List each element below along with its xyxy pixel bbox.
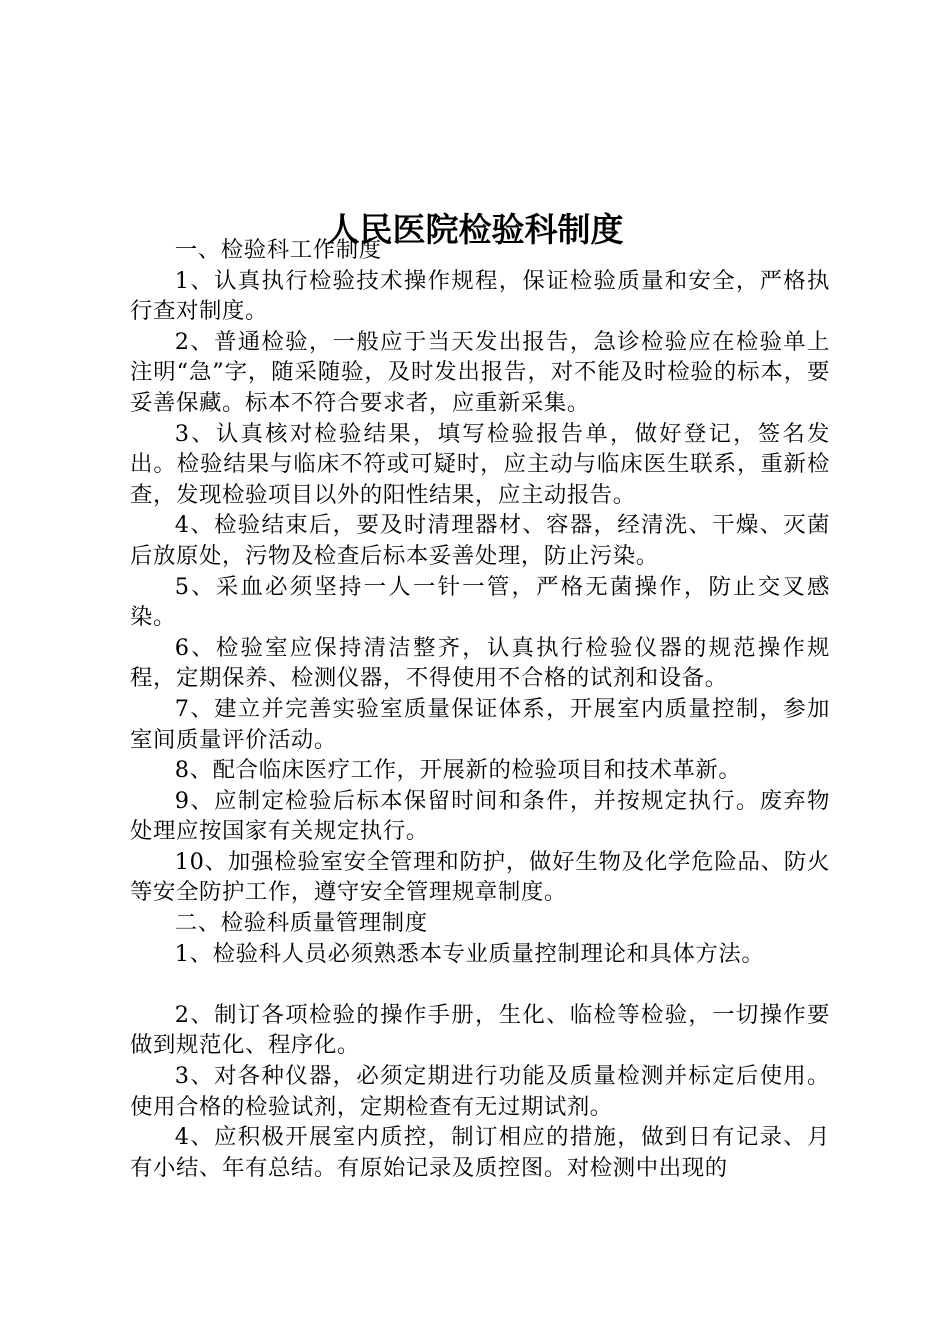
paragraph: 3、对各种仪器，必须定期进行功能及质量检测并标定后使用。使用合格的检验试剂，定期检查有无过期试剂。 [130, 1063, 830, 1120]
section-heading-1: 一、检验科工作制度 [174, 237, 382, 263]
paragraph: 3、认真核对检验结果，填写检验报告单，做好登记，签名发出。检验结果与临床不符或可疑时，应主动与临床医生联系，重新检查，发现检验项目以外的阳性结果，应主动报告。 [130, 420, 830, 508]
paragraph: 1、认真执行检验技术操作规程，保证检验质量和安全，严格执行查对制度。 [130, 267, 830, 325]
paragraph: 9、应制定检验后标本保留时间和条件，并按规定执行。废弃物处理应按国家有关规定执行。 [130, 787, 830, 845]
paragraph: 2、制订各项检验的操作手册，生化、临检等检验，一切操作要做到规范化、程序化。 [130, 1001, 830, 1059]
paragraph: 5、采血必须坚持一人一针一管，严格无菌操作，防止交叉感染。 [130, 573, 830, 631]
paragraph: 6、检验室应保持清洁整齐，认真执行检验仪器的规范操作规程，定期保养、检测仪器，不得使用不合格的试剂和设备。 [130, 634, 830, 692]
document-title: 人民医院检验科制度 [326, 210, 624, 250]
paragraph: 10、加强检验室安全管理和防护，做好生物及化学危险品、防火等安全防护工作，遵守安全管理规章制度。 [130, 848, 830, 906]
paragraph: 7、建立并完善实验室质量保证体系，开展室内质量控制，参加室间质量评价活动。 [130, 695, 830, 753]
paragraph: 8、配合临床医疗工作，开展新的检验项目和技术革新。 [174, 757, 742, 784]
paragraph: 4、应积极开展室内质控，制订相应的措施，做到日有记录、月有小结、年有总结。有原始记录及质控图。对检测中出现的 [130, 1124, 830, 1181]
paragraph: 2、普通检验，一般应于当天发出报告，急诊检验应在检验单上注明“急”字，随采随验，及时发出报告，对不能及时检验的标本，要妥善保藏。标本不符合要求者，应重新采集。 [130, 328, 830, 416]
paragraph: 1、检验科人员必须熟悉本专业质量控制理论和具体方法。 [174, 940, 765, 967]
document-body [130, 235, 830, 1183]
section-heading-2: 二、检验科质量管理制度 [174, 910, 428, 937]
paragraph: 4、检验结束后，要及时清理器材、容器，经清洗、干燥、灭菌后放原处，污物及检查后标本妥善处理，防止污染。 [130, 512, 830, 569]
